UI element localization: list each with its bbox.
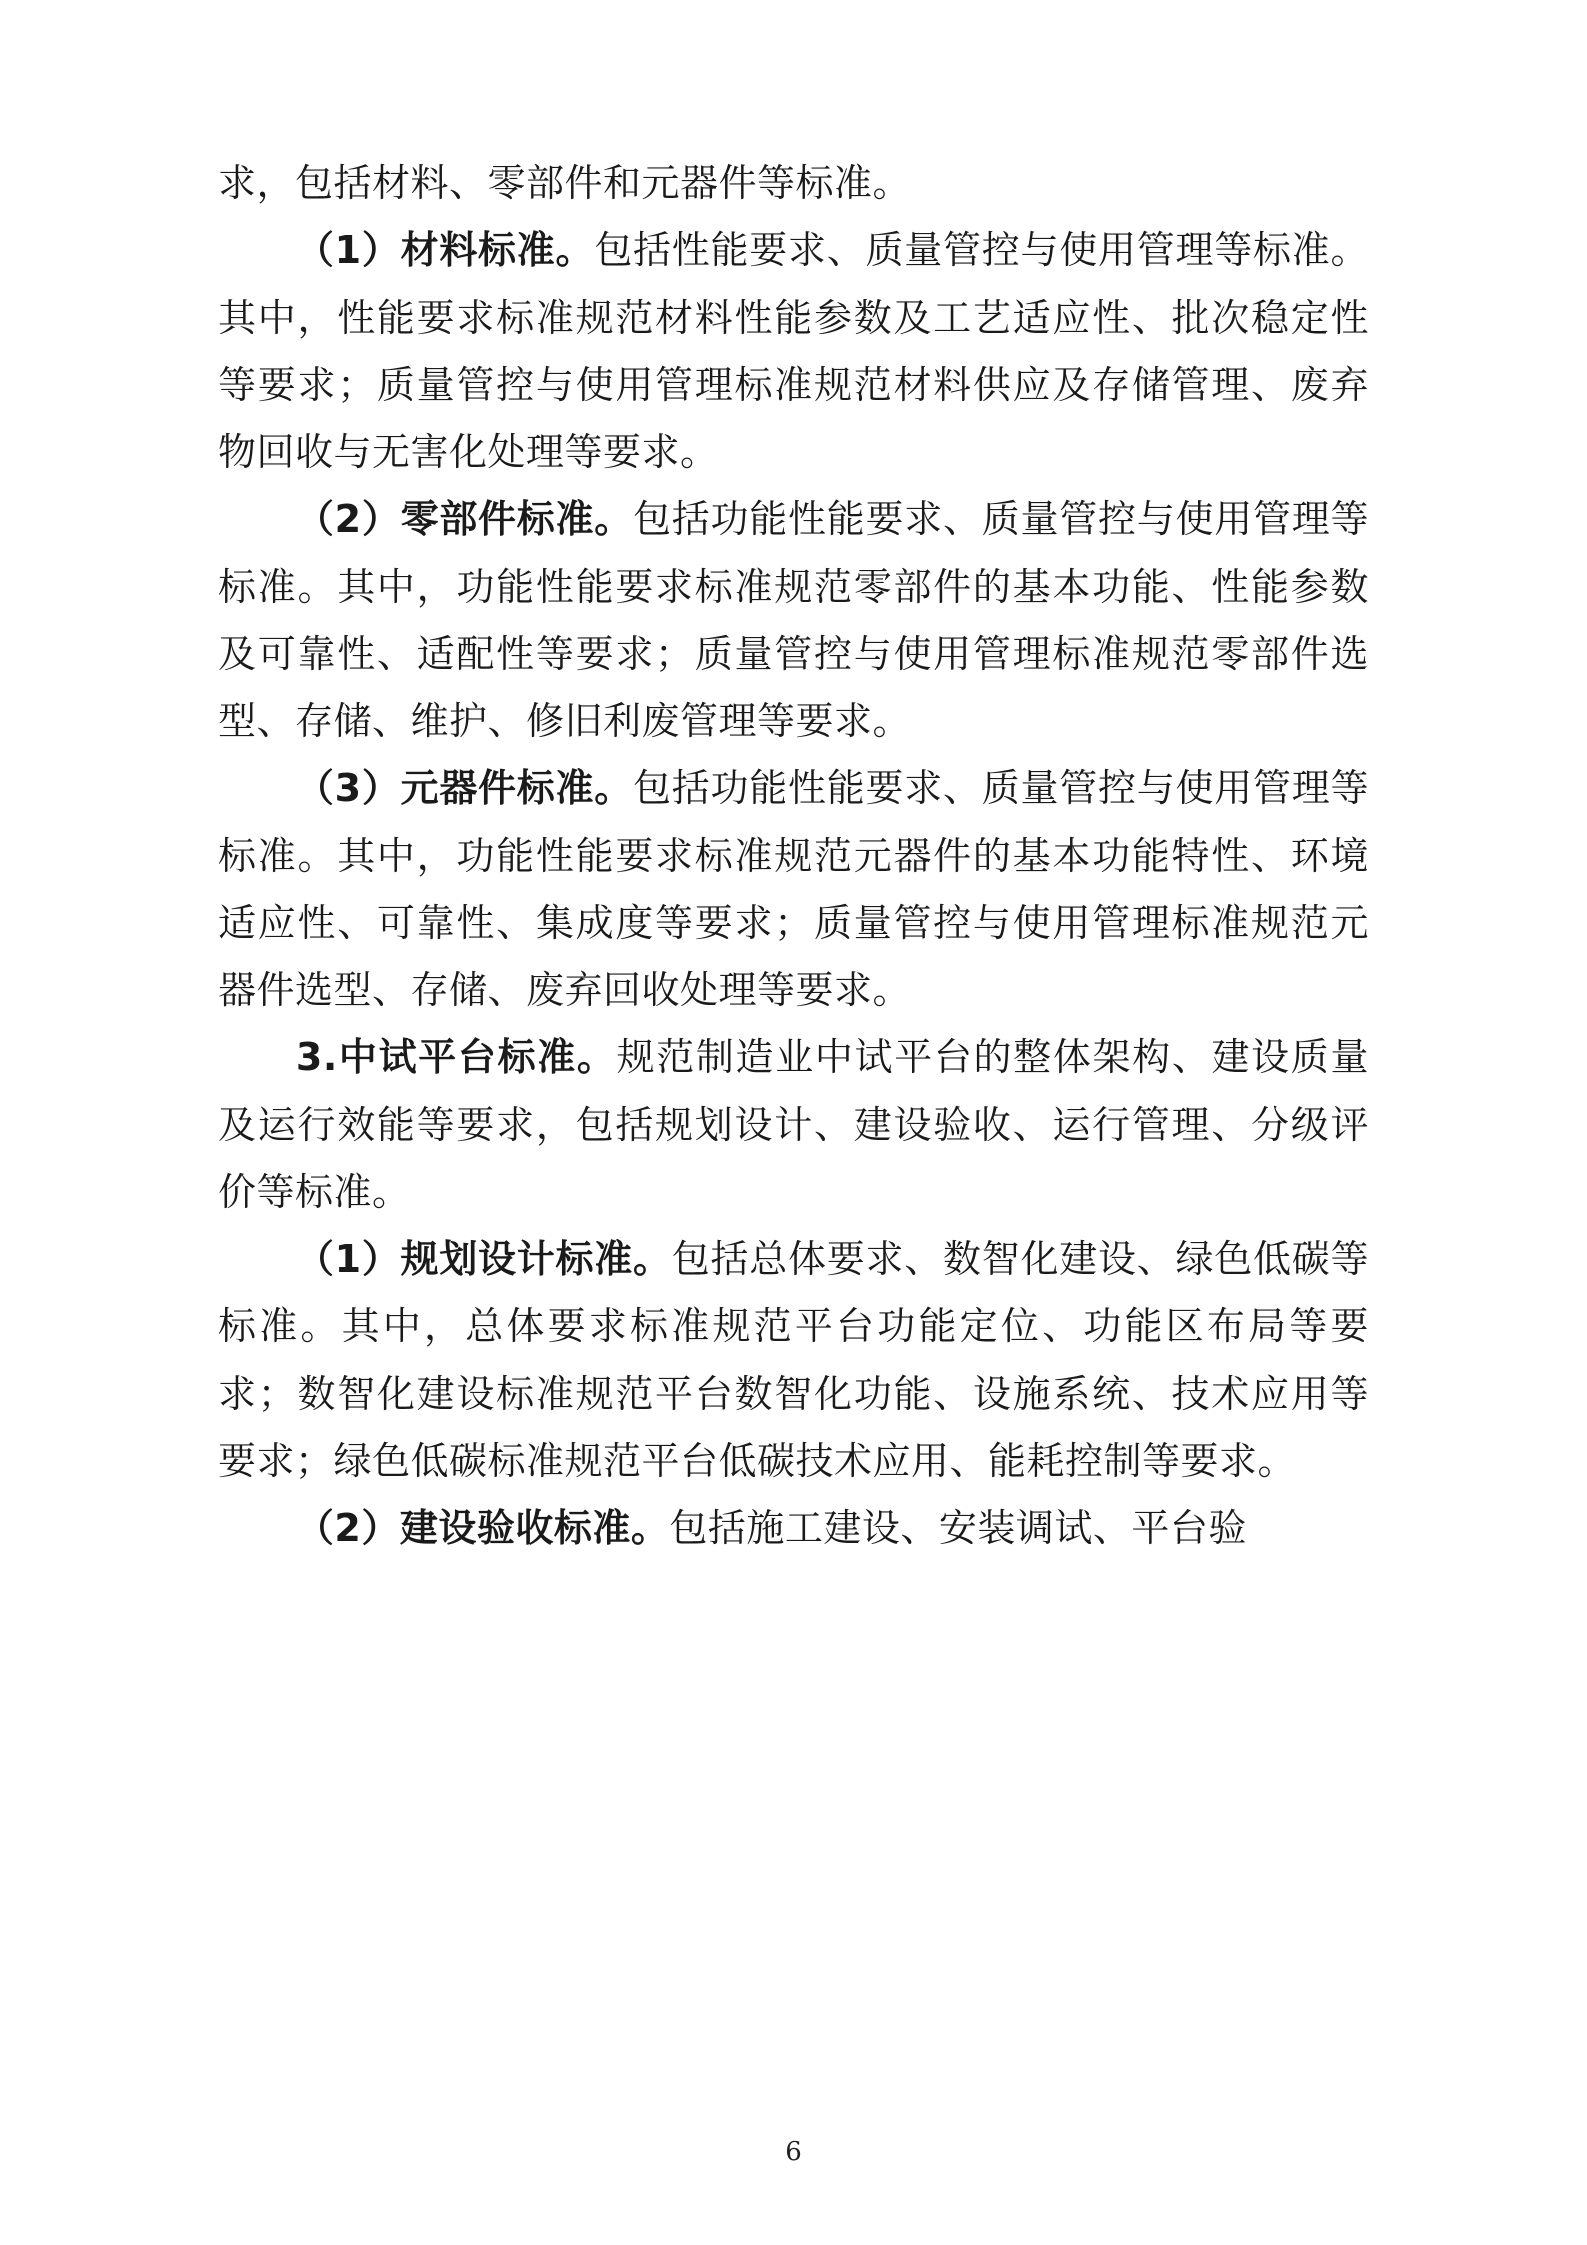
paragraph-lead-label: （1）规划设计标准。 [295,1237,672,1281]
page-number: 6 [785,2137,802,2167]
paragraph-lead-label: 3.中试平台标准。 [295,1035,617,1080]
paragraph-planning-design-standard [218,1226,1369,1495]
paragraph-text: 包括性能要求、质量管控与使用管理等标准。其中，性能要求标准规范材料性能参数及工艺适应性、批次稳定性等要求；质量管控与使用管理标准规范材料供应及存储管理、废弃物回收与无害化处理等要求。 [218,228,1369,474]
paragraph-components-standard [218,755,1369,1024]
paragraph-text: 包括总体要求、数智化建设、绿色低碳等标准。其中，总体要求标准规范平台功能定位、功能区布局等要求；数智化建设标准规范平台数智化功能、设施系统、技术应用等要求；绿色低碳标准规范平台低碳技术应用、能耗控制等要求。 [218,1237,1369,1483]
paragraph-text: 包括施工建设、安装调试、平台验 [669,1506,1247,1550]
paragraph-continuation [218,150,1369,217]
paragraph-lead-label: （1）材料标准。 [295,228,595,273]
paragraph-text: 求，包括材料、零部件和元器件等标准。 [218,161,912,205]
paragraph-lead-label: （2）零部件标准。 [295,497,634,542]
paragraph-lead-label: （3）元器件标准。 [295,766,634,811]
paragraph-pilot-platform-standard [218,1024,1369,1226]
paragraph-material-standard [218,217,1369,486]
paragraph-construction-acceptance-standard [218,1495,1369,1562]
document-body [218,150,1369,1562]
paragraph-text: 规范制造业中试平台的整体架构、建设质量及运行效能等要求，包括规划设计、建设验收、运行管理、分级评价等标准。 [218,1035,1369,1214]
paragraph-lead-label: （2）建设验收标准。 [295,1506,670,1550]
paragraph-text: 包括功能性能要求、质量管控与使用管理等标准。其中，功能性能要求标准规范元器件的基本功能特性、环境适应性、可靠性、集成度等要求；质量管控与使用管理标准规范元器件选型、存储、废弃回收处理等要求。 [218,766,1369,1012]
paragraph-text: 包括功能性能要求、质量管控与使用管理等标准。其中，功能性能要求标准规范零部件的基本功能、性能参数及可靠性、适配性等要求；质量管控与使用管理标准规范零部件选型、存储、维护、修旧利废管理等要求。 [218,497,1369,743]
paragraph-parts-standard [218,486,1369,755]
